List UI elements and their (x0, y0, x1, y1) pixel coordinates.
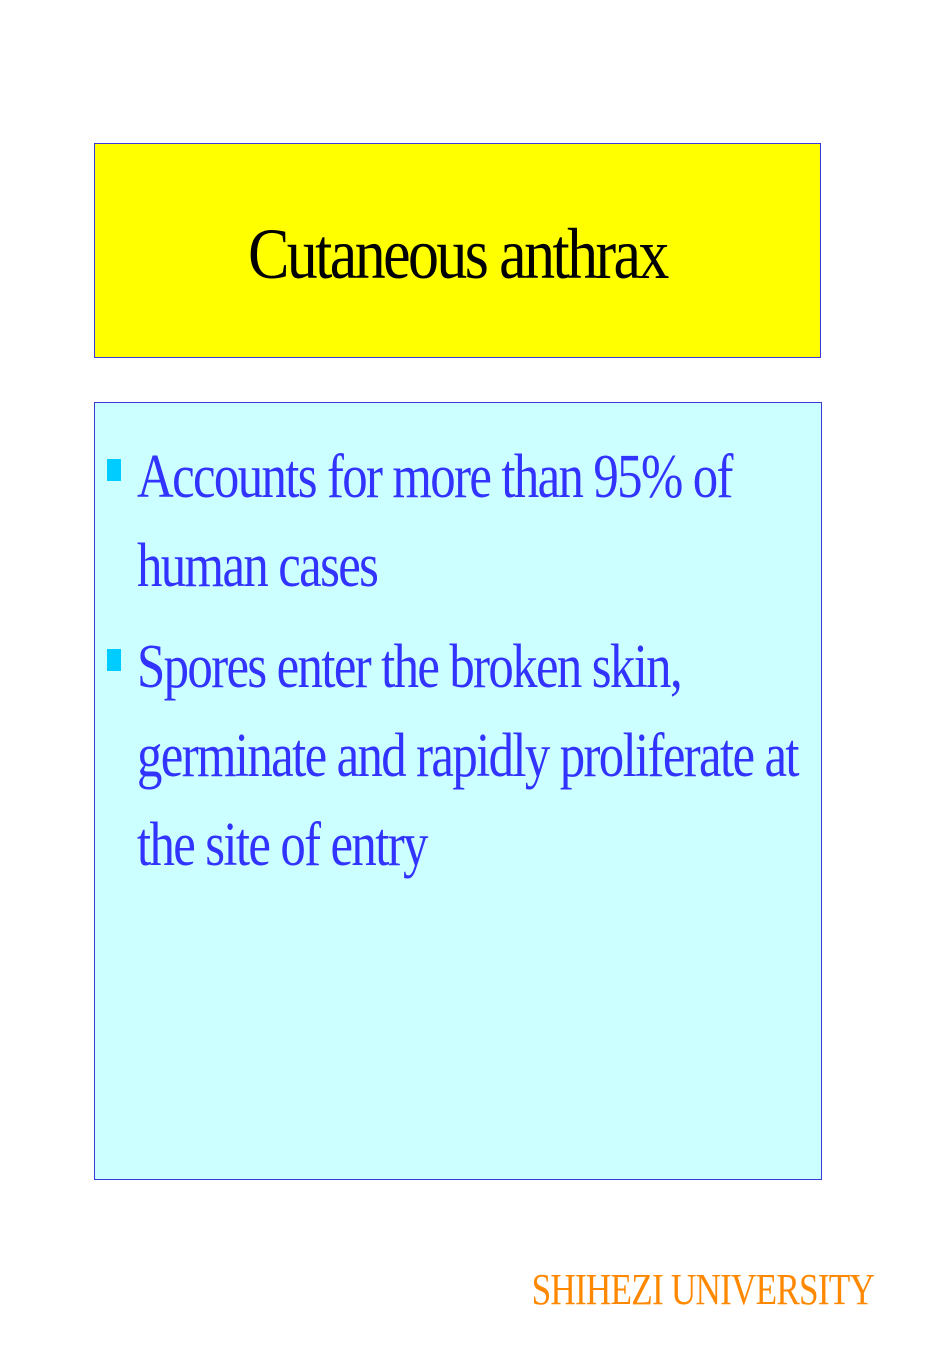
square-bullet-icon (107, 649, 121, 671)
university-footer: SHIHEZI UNIVERSITY (531, 1265, 874, 1314)
bullet-list (107, 433, 807, 902)
slide-title: Cutaneous anthrax (248, 214, 667, 294)
content-box (94, 402, 822, 1180)
title-box (94, 143, 821, 358)
square-bullet-icon (107, 459, 121, 481)
bullet-text: Accounts for more than 95% of human cases (137, 443, 732, 600)
bullet-item (107, 433, 807, 611)
bullet-item (107, 623, 807, 890)
bullet-text: Spores enter the broken skin, germinate and rapidly proliferate at the site of entry (137, 633, 798, 879)
